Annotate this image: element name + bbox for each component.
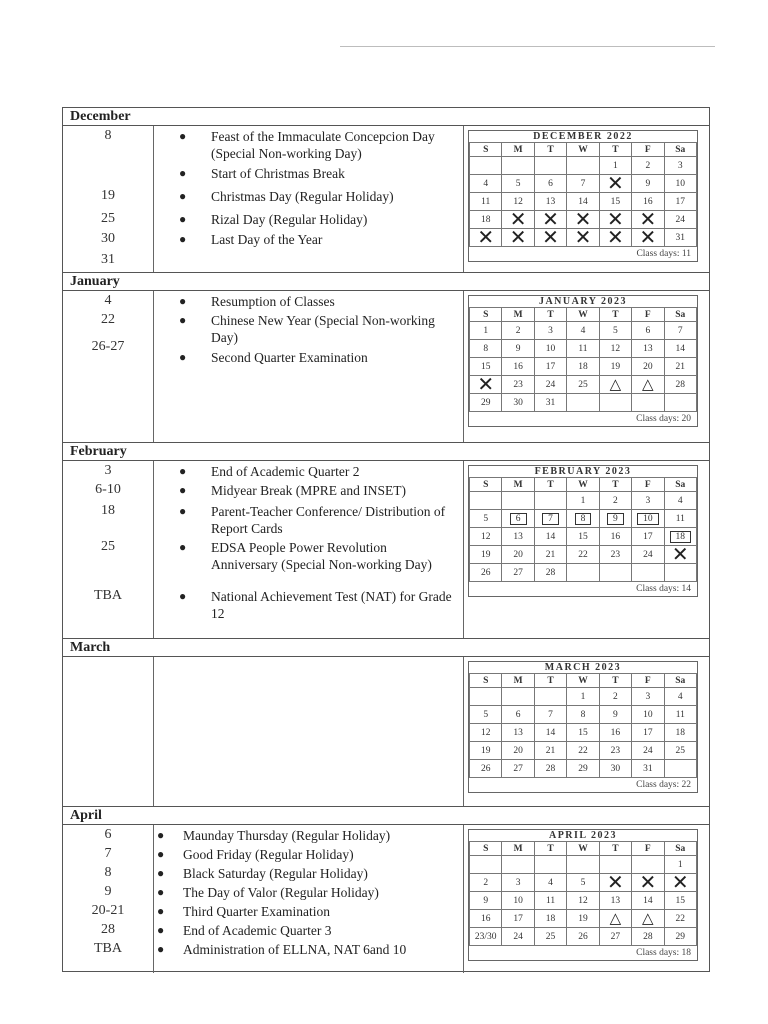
date-item: 31 [101, 252, 115, 267]
date-item: 30 [101, 231, 115, 246]
holiday-mark [470, 376, 502, 394]
date-item: TBA [94, 941, 122, 956]
month-title: April [63, 807, 709, 825]
calendar-grid: S M T W T F Sa 1 2 3 4 5 6 7 8 9 10 11 12 13 14 15 16 17 18 19 20 21 22 23 24 ✕ 26 27 28 [469, 477, 697, 582]
month-calendar [468, 465, 698, 597]
top-rule [340, 46, 715, 47]
calendar-title: FEBRUARY 2023 [534, 466, 632, 477]
calendar-title: JANUARY 2023 [538, 296, 628, 307]
calendar-title: APRIL 2023 [548, 830, 618, 841]
class-days-count: Class days: 11 [636, 249, 691, 259]
month-section-january: January 4 22 26-27 ● Resumption of Classes ● Chinese New Year (Special Non-working Day) ● Second Quarter Examination JANUARY 2023 S M T W T F Sa 1 2 3 4 5 6 7 8 9 10 11 12 13 14 15 16 17 18 19 20 21 ✕ 23 24 25 △ △ 28 29 30 31 Class days: 20 [63, 273, 709, 443]
month-calendar [468, 661, 698, 793]
date-item: 8 [104, 128, 112, 143]
month-calendar [468, 130, 698, 262]
date-item: 4 [104, 293, 112, 308]
exam-mark [599, 376, 631, 394]
school-calendar-sheet [62, 107, 710, 972]
date-item: 18 [101, 503, 115, 518]
calendar-grid: S M T W T F Sa 1 2 3 4 5 6 7 8 9 10 11 12 13 14 15 16 17 18 19 20 21 ✕ 23 24 25 △ △ 28 29 30 31 [469, 307, 697, 412]
date-item: 7 [104, 846, 112, 861]
month-section-december: December 8 19 25 30 31 ● Feast of the Immaculate Concepcion Day (Special Non-working Day) ● Start of Christmas Break ● Christmas Day (Regular Holiday) ● Rizal Day (Regular Holiday) ● Last Day of the Year DECEMBER 2022 S M T W T F Sa 1 2 3 4 5 6 7 ✕ 9 10 11 12 13 14 15 16 17 18 ✕ ✕ ✕ ✕ ✕ 24 ✕ ✕ ✕ ✕ ✕ ✕ 31 Class days: 11 [63, 108, 709, 273]
month-section-april: April 6 7 8 9 20-21 28 TBA ● Maunday Thursday (Regular Holiday) ● Good Friday (Regular Holiday) ● Black Saturday (Regular Holiday) ● The Day of Valor (Regular Holiday) ● Third Quarter Examination ● End of Academic Quarter 3 ● Administration of ELLNA, NAT 6and 10 APRIL 2023 S M T W T F Sa 1 2 3 4 5 ✕ ✕ ✕ 9 10 11 12 13 14 15 16 17 18 19 △ △ 22 23/30 24 25 26 27 28 29 Class days: 18 [63, 807, 709, 973]
month-title: December [63, 108, 709, 126]
month-section-march [63, 639, 709, 807]
holiday-mark [632, 874, 664, 892]
month-title: March [63, 639, 709, 657]
date-item: 6 [104, 827, 112, 842]
date-item: TBA [94, 588, 122, 603]
exam-mark [632, 910, 664, 928]
class-days-count: Class days: 18 [636, 948, 691, 958]
date-item: 8 [104, 865, 112, 880]
date-item: 26-27 [91, 339, 125, 354]
date-item: 25 [101, 539, 115, 554]
holiday-mark [664, 874, 696, 892]
month-section-february: February 3 6-10 18 25 TBA ● End of Academic Quarter 2 ● Midyear Break (MPRE and INSET) ● Parent-Teacher Conference/ Distribution of Report Cards ● EDSA People Power Revolution Anniversary (Special Non-working Day) ● National Achievement Test (NAT) for Grade 12 FEBRUARY 2023 S M T W T F Sa 1 2 3 4 5 6 7 8 9 10 11 12 13 14 15 16 17 18 19 20 21 22 23 24 ✕ 26 27 28 Class days: 14 [63, 443, 709, 639]
date-item: 22 [101, 312, 115, 327]
calendar-grid: S M T W T F Sa 1 2 3 4 5 6 7 8 9 10 11 12 13 14 15 16 17 18 19 20 21 22 23 24 25 26 27 28 29 30 31 [469, 673, 697, 778]
month-title: January [63, 273, 709, 291]
holiday-mark [599, 175, 631, 193]
month-title: February [63, 443, 709, 461]
exam-mark [632, 376, 664, 394]
date-item: 20-21 [91, 903, 125, 918]
class-days-count: Class days: 20 [636, 414, 691, 424]
class-days-count: Class days: 14 [636, 584, 691, 594]
date-item: 9 [104, 884, 112, 899]
exam-mark [599, 910, 631, 928]
class-days-count: Class days: 22 [636, 780, 691, 790]
date-item: 3 [104, 463, 112, 478]
date-item: 25 [101, 211, 115, 226]
holiday-mark [664, 546, 696, 564]
date-item: 28 [101, 922, 115, 937]
month-calendar [468, 829, 698, 961]
date-item: 6-10 [95, 482, 121, 497]
calendar-title: MARCH 2023 [544, 662, 622, 673]
holiday-mark [599, 874, 631, 892]
month-calendar [468, 295, 698, 427]
calendar-grid: S M T W T F Sa 1 2 3 4 5 ✕ ✕ ✕ 9 10 11 12 13 14 15 16 17 18 19 △ △ 22 23/30 24 25 26 27 28 29 [469, 841, 697, 946]
calendar-grid: S M T W T F Sa 1 2 3 4 5 6 7 ✕ 9 10 11 12 13 14 15 16 17 18 ✕ ✕ ✕ ✕ ✕ 24 ✕ ✕ ✕ ✕ ✕ ✕ 31 [469, 142, 697, 247]
calendar-title: DECEMBER 2022 [533, 131, 633, 142]
date-item: 19 [101, 188, 115, 203]
